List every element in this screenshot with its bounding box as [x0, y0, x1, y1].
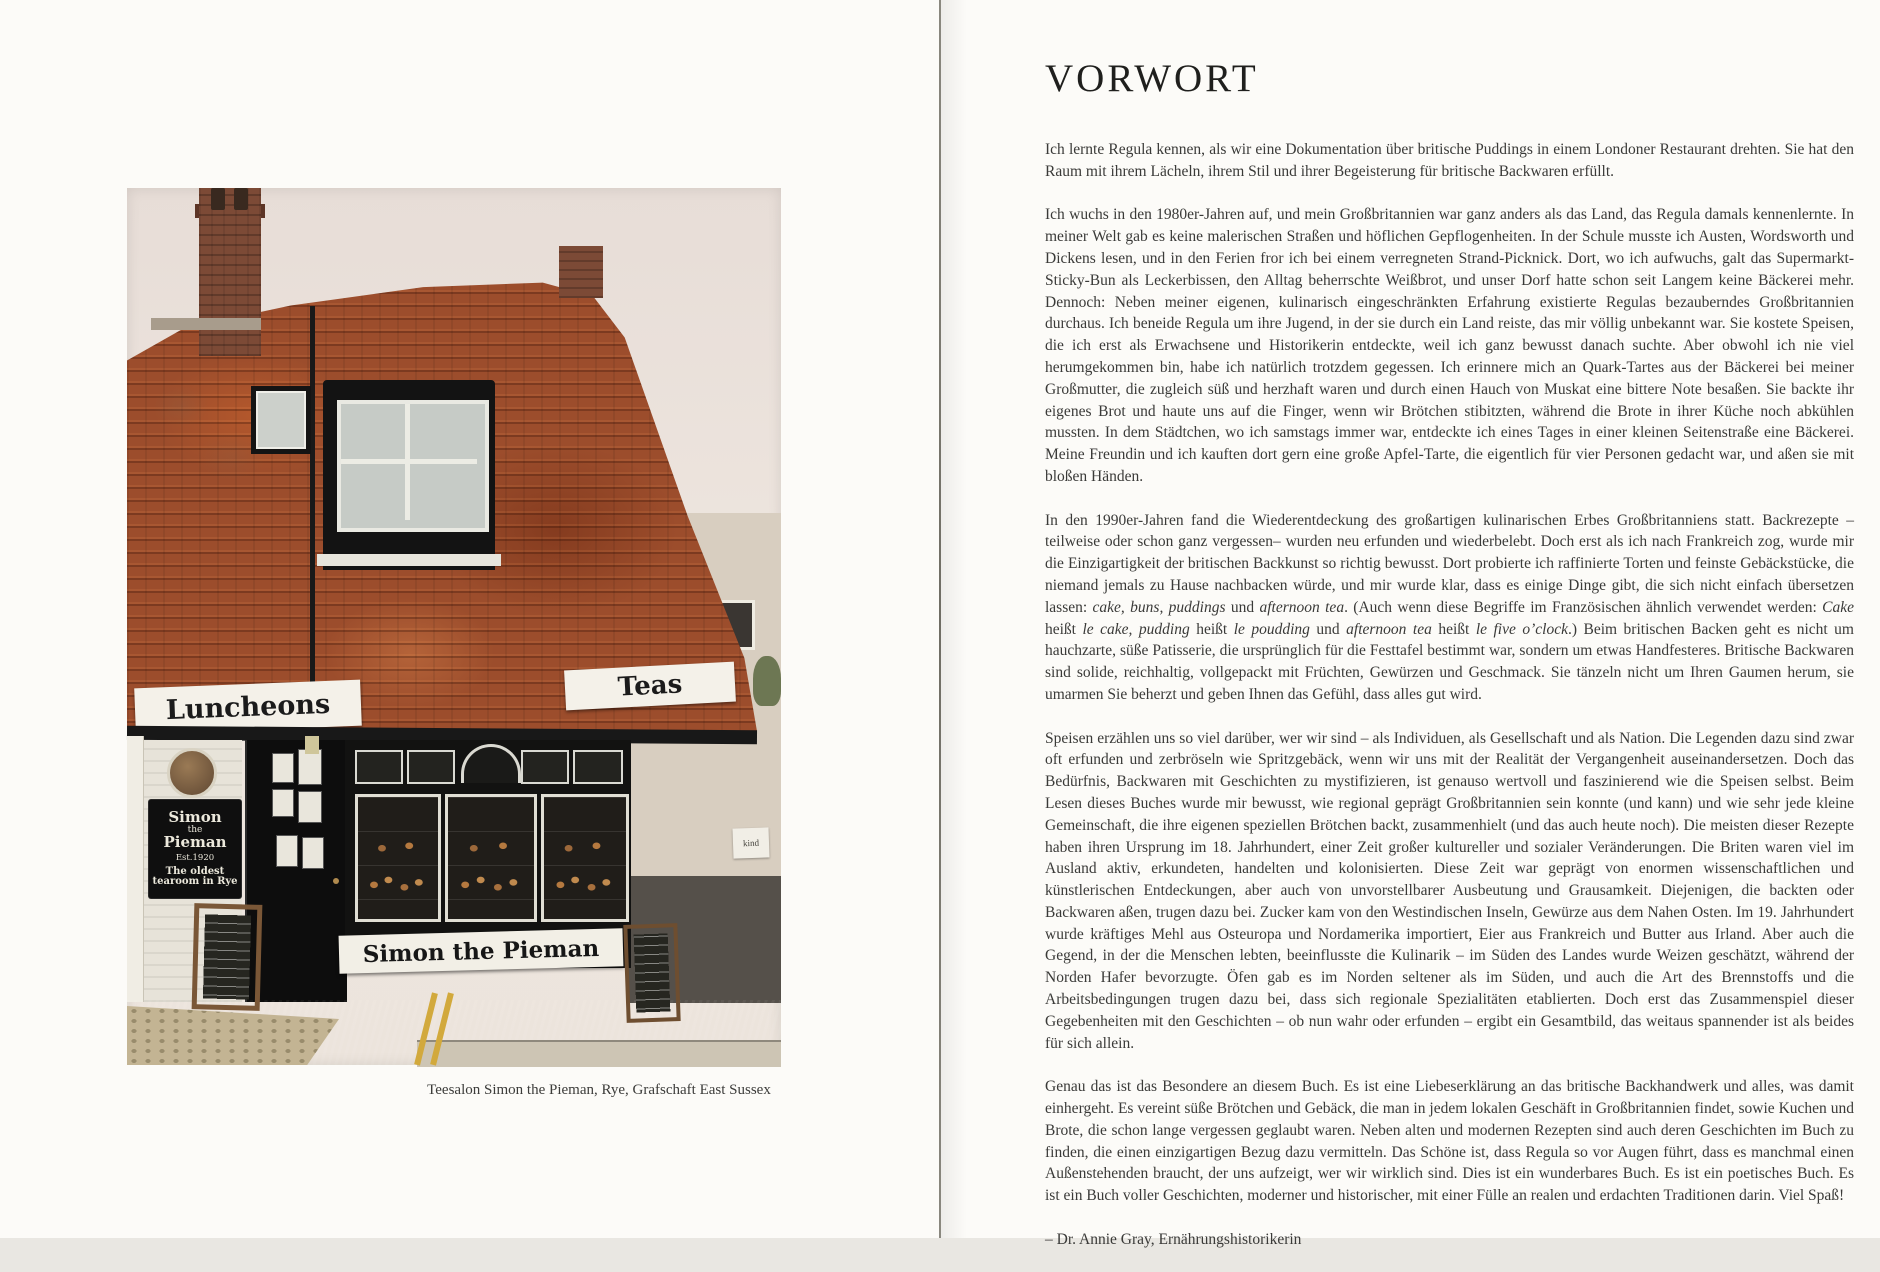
photo-caption: Teesalon Simon the Pieman, Rye, Grafschaft East Sussex [427, 1082, 771, 1098]
photo-small-window [251, 386, 311, 454]
paragraph [1045, 510, 1854, 706]
text-segment: le five o’clock [1475, 620, 1568, 638]
luncheons-sign-text: Luncheons [165, 688, 331, 726]
fascia-sign [339, 928, 624, 973]
text-segment: und [1225, 598, 1260, 616]
text-segment: Cake [1822, 598, 1855, 616]
text-segment: heißt [1045, 620, 1083, 638]
text-segment: afternoon tea [1259, 598, 1345, 616]
photo-drainpipe [310, 306, 315, 736]
photo-bay-glass [337, 400, 489, 532]
teas-sign-text: Teas [617, 669, 683, 703]
text-segment: und [1309, 620, 1347, 638]
wall-sign-line: Est.1920 [175, 853, 215, 863]
paragraph [1045, 139, 1854, 183]
text-segment: le poudding [1233, 620, 1310, 638]
tearoom-wall-sign [149, 800, 241, 898]
photo-transom-pane [407, 750, 455, 784]
text-segment: Genau das ist das Besondere an diesem Buch. Es ist eine Liebeserklärung an das britische Backhandwerk und alles, was damit einhergeht. Es vereint süße Brötchen und Gebäck, die man in jedem lokalen Geschäft in Großbritannien findet, sowie Kuchen und Brote, die schon lange vergessen geglaubt waren. Neben alten und modernen Rezepten sind auch deren Geschichten im Buch zu finden, die einen einzigartigen Bezug dazu vermitteln. Das Schöne ist, dass Regula so vor Augen führt, dass es manchmal einen Außenstehenden braucht, der uns aufzeigt, wer wir wirklich sind. Dies ist ein wunderbares Buch. Es ist ein poetisches Buch. Es ist ein Buch voller Geschichten, moderner und historischer, mit einer Fülle an realen und erdachten Traditionen darin. Viel Spaß! [1045, 1078, 1854, 1205]
photo-bay-sill [317, 554, 501, 566]
storefront-photo [127, 188, 781, 1065]
photo-menu-card [273, 790, 293, 816]
wall-sign-line: Simon [168, 808, 222, 827]
photo-door-card [305, 736, 319, 754]
wall-sign-line: Pieman [163, 833, 227, 852]
photo-transom-pane [355, 750, 403, 784]
photo-bush [753, 656, 781, 706]
text-segment: le cake, pudding [1082, 620, 1190, 638]
photo-chalkboard [623, 923, 680, 1023]
neighbor-sign-text: kind [742, 837, 760, 849]
photo-menu-card [273, 754, 293, 782]
photo-chimney-pot [234, 188, 248, 210]
page-gutter-shade [941, 0, 967, 1238]
text-segment: In den 1990er-Jahren fand die Wiederentdeckung des großartigen kulinarischen Erbes Großbritanniens statt. Backrezepte – teilweise oder schon ganz vergessen– wurden neu erfunden und wiederbelebt. Doch erst als ich nach Frankreich zog, wurde mir die Einzigartigkeit der britischen Backkunst so richtig bewusst. Dort probierte ich raffinierte Torten und feinste Gebäckstücke, die niemand jemals zu Hause nachbacken würde, und mir wurde klar, dass es einige Dinge gibt, die sich nicht einfach übersetzen lassen: [1045, 511, 1854, 616]
photo-bay-mullion [341, 459, 477, 464]
photo-pastry-display [541, 794, 629, 922]
text-segment: heißt [1431, 620, 1476, 638]
text-segment: Ich lernte Regula kennen, als wir eine Dokumentation über britische Puddings in einem Londoner Restaurant drehten. Sie hat den Raum mit ihrem Lächeln, ihrem Stil und ihrer Begeisterung für britische Backwaren erfüllt. [1045, 141, 1854, 180]
photo-chalkboard [192, 903, 263, 1011]
photo-pastry-display [445, 794, 537, 922]
text-segment: Speisen erzählen uns so viel darüber, wer wir sind – als Individuen, als Gesellschaft und als Nation. Die Legenden dazu sind zwar oft erfunden und zerbröseln wie Spritzgebäck, wenn wir uns mit der Realität der Vergangenheit auseinandersetzen. Doch das Bedürfnis, Backwaren mit Geschichten zu mystifizieren, ist genauso wertvoll und faszinierend wie die Speisen selbst. Beim Lesen dieses Buches wurde mir bewusst, wie regional geprägt Großbritannien sein konnte (und kann) und wie sehr jede kleine Gemeinschaft, die ihre eigenen speziellen Brötchen backt, zusammenhielt (und das auch heute noch). Die meisten dieser Rezepte haben ihren Ursprung im 18. Jahrhundert, einer Zeit großer kultureller und sozialer Veränderungen. Die Briten waren viel im Ausland aktiv, erkundeten, handelten und kolonisierten. Diese Zeit war geprägt von enormen wissenschaftlichen und künstlerischen Entdeckungen, aber auch von unvorstellbarer Ausbeutung und Grausamkeit. Diejenigen, die backten oder Backwaren aßen, trugen dazu bei. Zucker kam von den Westindischen Inseln, Gewürze aus dem Nahen Osten. Im 19. Jahrhundert wurde kräftiges Mehl aus Osteuropa und Nordamerika importiert, Eier aus Frankreich und Butter aus Irland. Aber auch die Gegend, in der die Menschen lebten, beeinflusste die Kulinarik – im Süden des Landes wurde Weizen geschätzt, während der Norden Hafer bevorzugte. Öfen gab es im Norden seltener als im Süden, und auch die Art des Brennstoffs und die Arbeitsbedingungen trugen dazu bei, dass sich regionale Spezialitäten etablierten. Doch erst das Zusammenspiel dieser Gegebenheiten mit den Geschichten – ob nun wahr oder erfunden – ergibt ein Gesamtbild, das weitaus spannender ist als beides für sich allein. [1045, 729, 1854, 1052]
author-signature: – Dr. Annie Gray, Ernährungshistorikerin [1045, 1230, 1302, 1248]
foreword-text [1045, 139, 1854, 1272]
photo-ridge-chimney [559, 246, 603, 298]
photo-pastry-display [355, 794, 441, 922]
text-segment: Ich wuchs in den 1980er-Jahren auf, und mein Großbritannien war ganz anders als das Land, das Regula damals kennenlernte. In meiner Welt gab es keine malerischen Straßen und höflichen Gepflogenheiten. In der Schule musste ich Austen, Wordsworth und Dickens lesen, und in den Ferien fror ich bei einem verregneten Strand-Picknick. Dort, wo ich aufwuchs, galt das Supermarkt-Sticky-Bun als Leckerbissen, den Alltag beherrschte Weißbrot, und unser Dorf hatte schon seit Langem keine Bäckerei mehr. Dennoch: Neben meiner eigenen, kulinarisch eingeschränkten Erfahrung existierte Regulas bezauberndes Großbritannien durchaus. Ich beneide Regula um ihre Jugend, in der sie durch ein Land reiste, das mir völlig unbekannt war. Sie kostete Speisen, die ich erst als Erwachsene und Historikerin entdeckte, weil ich ganz bewusst danach suchte. Aber obwohl ich nie viel herumgekommen bin, habe ich natürlich trotzdem gegessen. Ich erinnere mich an Quark-Tartes aus der Bäckerei bei meiner Großmutter, die zugleich süß und herzhaft waren und durch einen Hauch von Muskat eine bittere Note besaßen. Sie backte ihr eigenes Brot und haute uns auf die Finger, wenn wir Brötchen stibitzten, während die Brote in ihrer Küche noch abkühlen mussten. In dem Städtchen, wo ich samstags immer war, entdeckte ich eines Tages in einer kleinen Seitenstraße eine Bäckerei. Meine Freundin und ich kauften dort gern eine große Apfel-Tarte, die eigentlich für vier Personen gedacht war, und aßen sie mit bloßen Händen. [1045, 206, 1854, 485]
paragraph [1045, 204, 1854, 487]
photo-transom-pane [573, 750, 623, 784]
photo-pavement [417, 1040, 781, 1067]
text-segment: . (Auch wenn diese Begriffe im Französischen ähnlich verwendet werden: [1344, 598, 1823, 616]
wall-sign-line: tearoom in Rye [152, 876, 238, 888]
photo-pilaster [127, 736, 144, 1002]
photo-transom-pane [521, 750, 569, 784]
text-segment: cake, buns, puddings [1092, 598, 1226, 616]
text-segment: afternoon tea [1346, 620, 1432, 638]
fascia-sign-text: Simon the Pieman [362, 934, 600, 968]
neighbor-sign [732, 827, 769, 858]
wall-sign-line: The oldest [165, 865, 225, 877]
photo-round-plaque [167, 748, 217, 798]
photo-door-knob [333, 878, 339, 884]
paragraph [1045, 1076, 1854, 1207]
wall-sign-line: the [187, 824, 203, 835]
photo-menu-card [299, 792, 321, 822]
photo-menu-card [277, 836, 297, 866]
photo-chimney-pot [211, 188, 225, 210]
text-segment: .) Beim britischen Backen geht es nicht um hauchzarte, süße Patisserie, die ursprünglich für die Festtafel bestimmt war, sondern um etwas Handfesteres. Britische Backwaren sind solide, reichhaltig, vollgepackt mit Früchten, Gewürzen und Geschmack. Sie tänzeln nicht um Ihren Gaumen herum, sie umarmen Sie beherzt und geben Ihnen das Gefühl, dass alles gut wird. [1045, 620, 1854, 703]
text-segment: heißt [1189, 620, 1234, 638]
page-title: VORWORT [1045, 57, 1259, 101]
photo-menu-card [299, 750, 321, 784]
paragraph [1045, 728, 1854, 1055]
photo-menu-card [303, 838, 323, 868]
